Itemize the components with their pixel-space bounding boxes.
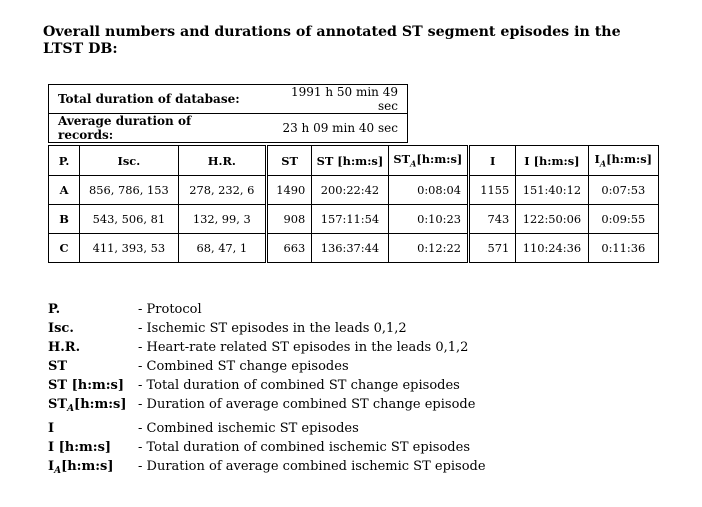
cell-i: 571 <box>469 234 516 263</box>
legend-key: ST <box>48 359 68 374</box>
cell-st-duration: 157:11:54 <box>312 205 388 234</box>
cell-st-duration: 136:37:44 <box>312 234 388 263</box>
legend-key: H.R. <box>48 340 81 355</box>
legend-item <box>48 319 486 338</box>
legend-key: Isc. <box>48 321 74 336</box>
cell-i-duration: 151:40:12 <box>516 176 588 205</box>
legend-key: P. <box>48 302 61 317</box>
legend <box>48 300 486 481</box>
page-title: Overall numbers and durations of annotated ST segment episodes in the LTST DB: <box>43 24 621 57</box>
cell-protocol: B <box>49 205 80 234</box>
legend-key: I [h:m:s] <box>48 440 112 455</box>
header-isc: Isc. <box>80 146 178 176</box>
legend-desc: - Duration of average combined ischemic ST episode <box>138 459 486 474</box>
table-row <box>49 234 659 263</box>
cell-i-average: 0:11:36 <box>588 234 658 263</box>
cell-st: 908 <box>267 205 312 234</box>
summary-row <box>49 114 408 143</box>
cell-protocol: A <box>49 176 80 205</box>
header-st-average: $ST_A[h:m:s]$ <box>388 146 468 176</box>
legend-item <box>48 300 486 319</box>
legend-item <box>48 457 486 481</box>
legend-item <box>48 395 486 419</box>
cell-i: 1155 <box>469 176 516 205</box>
cell-i-average: 0:07:53 <box>588 176 658 205</box>
summary-label: Average duration of records: <box>49 114 259 143</box>
summary-row <box>49 85 408 114</box>
cell-i-duration: 110:24:36 <box>516 234 588 263</box>
legend-desc: - Total duration of combined ischemic ST episodes <box>138 440 470 455</box>
header-p: P. <box>49 146 80 176</box>
cell-st-average: 0:08:04 <box>388 176 468 205</box>
cell-st: 663 <box>267 234 312 263</box>
table-row <box>49 205 659 234</box>
table-row <box>49 176 659 205</box>
cell-isc: 856, 786, 153 <box>80 176 178 205</box>
legend-item <box>48 338 486 357</box>
header-i-duration: I [h:m:s] <box>516 146 588 176</box>
cell-isc: 411, 393, 53 <box>80 234 178 263</box>
cell-i-average: 0:09:55 <box>588 205 658 234</box>
legend-key: $I_A[h:m:s]$ <box>48 459 114 476</box>
header-st: ST <box>267 146 312 176</box>
summary-table <box>48 84 408 143</box>
legend-desc: - Combined ischemic ST episodes <box>138 421 359 436</box>
legend-desc: - Protocol <box>138 302 202 317</box>
legend-key: $ST_A[h:m:s]$ <box>48 397 127 414</box>
legend-key: I <box>48 421 55 436</box>
legend-desc: - Total duration of combined ST change episodes <box>138 378 460 393</box>
cell-protocol: C <box>49 234 80 263</box>
episodes-table <box>48 145 659 263</box>
legend-item <box>48 419 486 438</box>
legend-desc: - Combined ST change episodes <box>138 359 349 374</box>
summary-value: 1991 h 50 min 49 sec <box>259 85 408 114</box>
cell-st-duration: 200:22:42 <box>312 176 388 205</box>
header-i: I <box>469 146 516 176</box>
summary-label: Total duration of database: <box>49 85 259 114</box>
cell-hr: 132, 99, 3 <box>178 205 266 234</box>
summary-value: 23 h 09 min 40 sec <box>259 114 408 143</box>
cell-i: 743 <box>469 205 516 234</box>
legend-desc: - Ischemic ST episodes in the leads 0,1,2 <box>138 321 407 336</box>
cell-st-average: 0:12:22 <box>388 234 468 263</box>
legend-key: ST [h:m:s] <box>48 378 125 393</box>
legend-desc: - Duration of average combined ST change episode <box>138 397 476 412</box>
legend-item <box>48 357 486 376</box>
cell-isc: 543, 506, 81 <box>80 205 178 234</box>
cell-hr: 278, 232, 6 <box>178 176 266 205</box>
cell-hr: 68, 47, 1 <box>178 234 266 263</box>
legend-item <box>48 376 486 395</box>
header-i-average: $I_A[h:m:s]$ <box>588 146 658 176</box>
header-st-duration: ST [h:m:s] <box>312 146 388 176</box>
cell-st-average: 0:10:23 <box>388 205 468 234</box>
legend-desc: - Heart-rate related ST episodes in the leads 0,1,2 <box>138 340 469 355</box>
header-row <box>49 146 659 176</box>
cell-i-duration: 122:50:06 <box>516 205 588 234</box>
legend-item <box>48 438 486 457</box>
header-hr: H.R. <box>178 146 266 176</box>
cell-st: 1490 <box>267 176 312 205</box>
